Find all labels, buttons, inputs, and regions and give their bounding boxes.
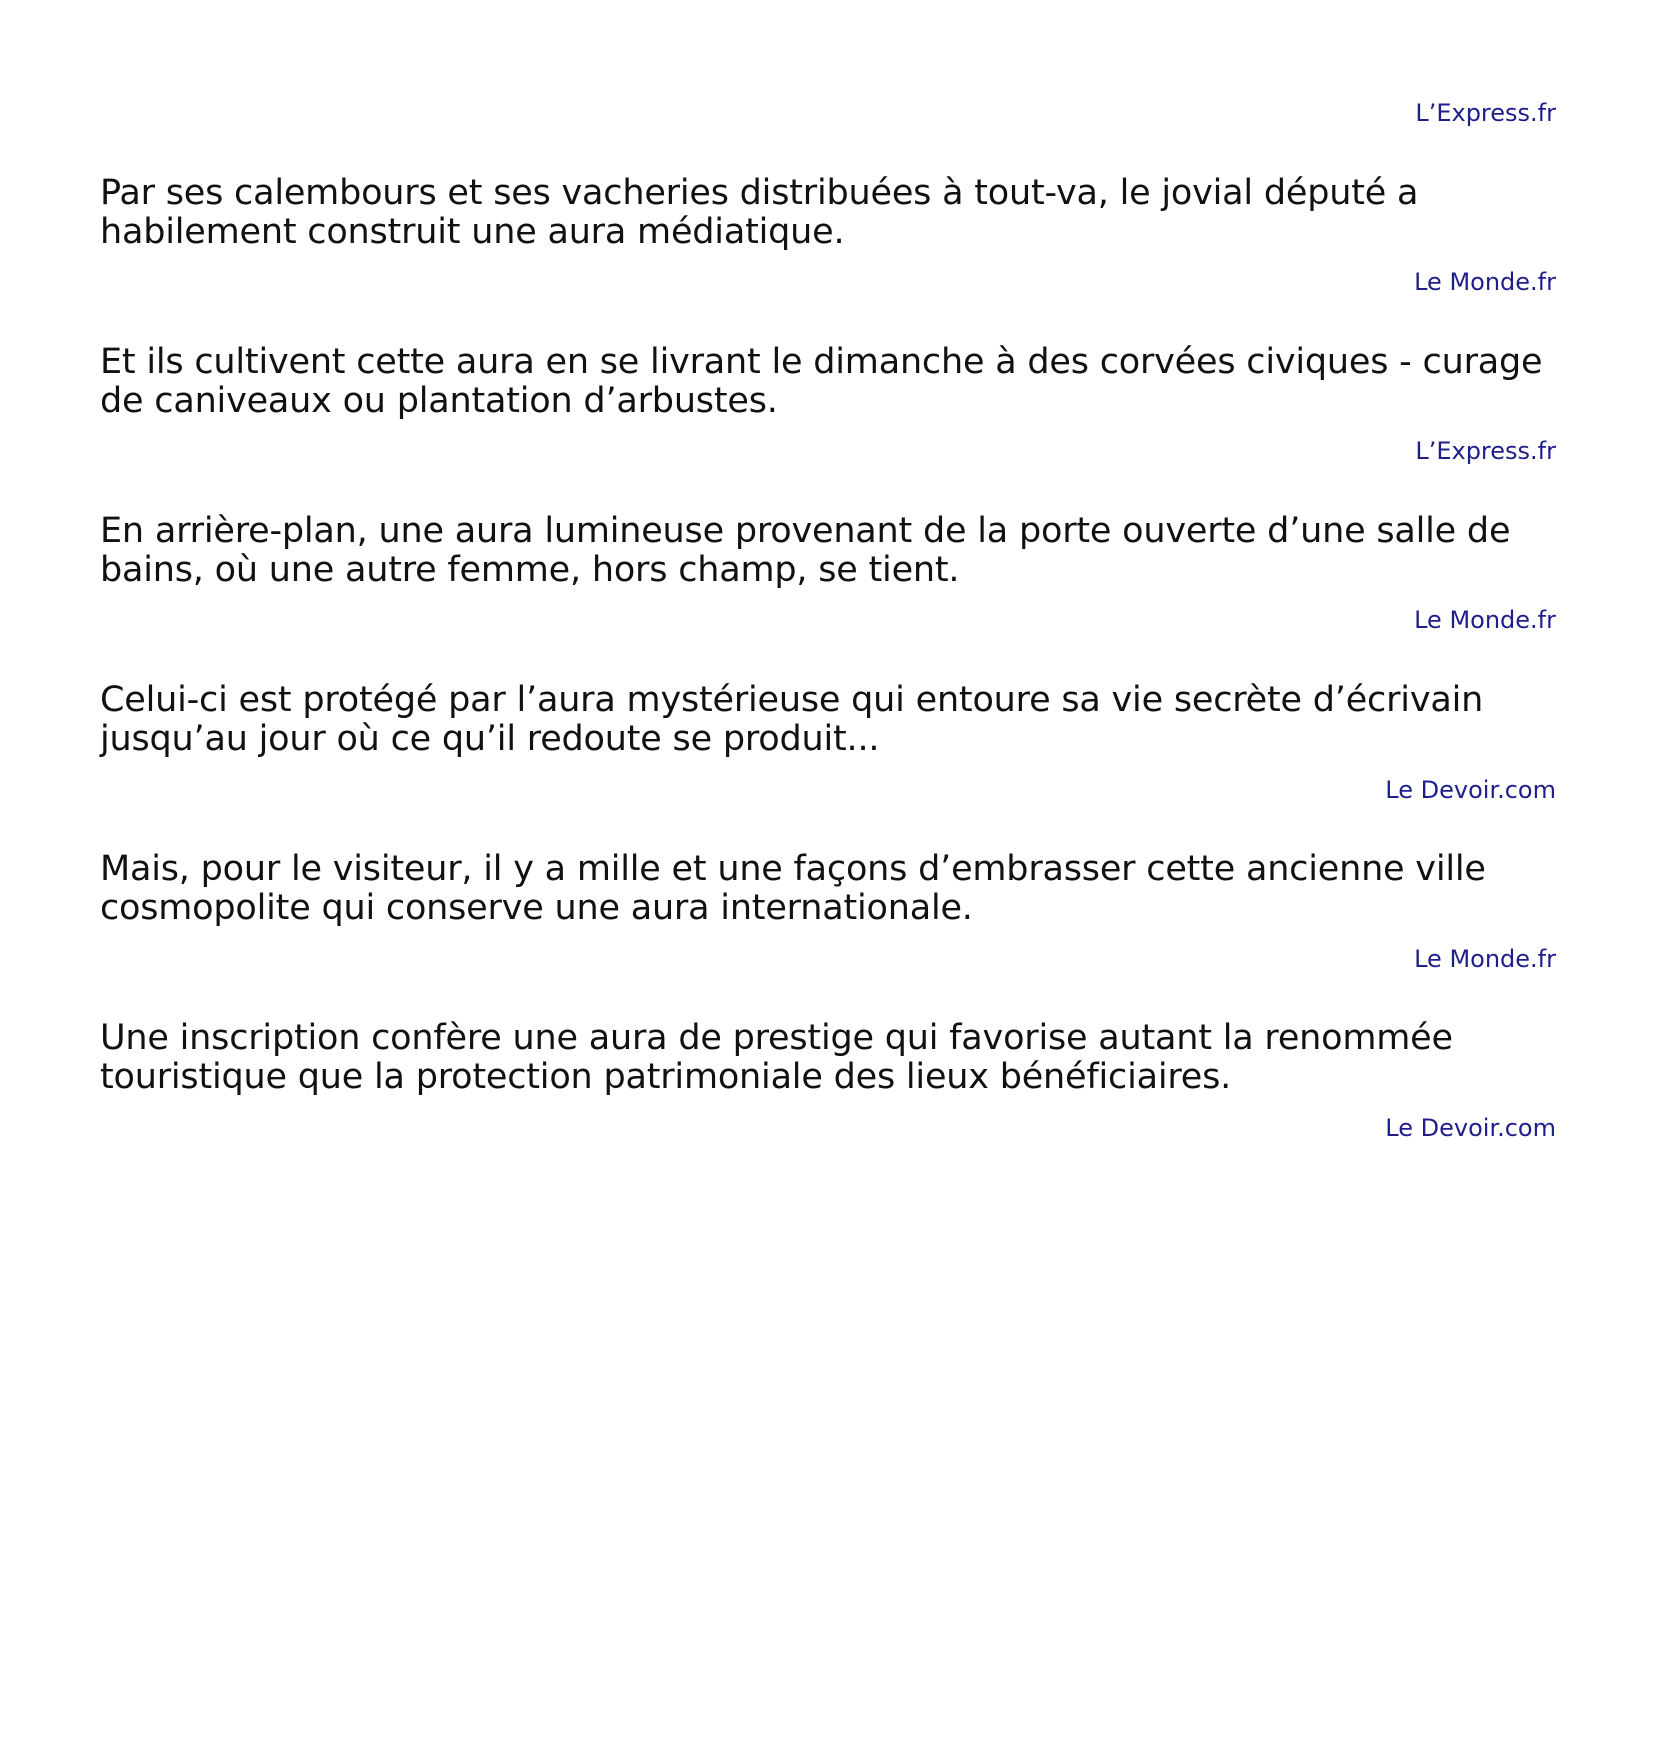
source-label: Le Monde.fr: [1414, 606, 1556, 634]
sentence-line: touristique que la protection patrimoniale des lieux bénéficiaires.: [100, 1057, 1232, 1097]
sentence-line: habilement construit une aura médiatique.: [100, 212, 845, 252]
source-label: Le Monde.fr: [1414, 268, 1556, 296]
example-sentence: [100, 512, 1570, 590]
sentence-line: jusqu’au jour où ce qu’il redoute se produit...: [100, 719, 880, 759]
sentence-line: bains, où une autre femme, hors champ, se tient.: [100, 550, 960, 590]
sentence-line: En arrière-plan, une aura lumineuse provenant de la porte ouverte d’une salle de: [100, 511, 1511, 551]
example-sentence: [100, 174, 1570, 252]
sentence-line: Une inscription confère une aura de prestige qui favorise autant la renommée: [100, 1018, 1453, 1058]
source-label: Le Devoir.com: [1385, 1114, 1556, 1142]
sentence-line: Celui-ci est protégé par l’aura mystérieuse qui entoure sa vie secrète d’écrivain: [100, 680, 1484, 720]
source-label: L’Express.fr: [1415, 437, 1556, 465]
sentence-line: cosmopolite qui conserve une aura internationale.: [100, 888, 973, 928]
source-label: L’Express.fr: [1415, 99, 1556, 127]
source-label: Le Monde.fr: [1414, 945, 1556, 973]
example-sentence: [100, 850, 1570, 928]
sentence-line: Par ses calembours et ses vacheries distribuées à tout-va, le jovial député a: [100, 173, 1419, 213]
example-sentence: [100, 681, 1570, 759]
example-sentence: [100, 1019, 1570, 1097]
sentence-line: Et ils cultivent cette aura en se livrant le dimanche à des corvées civiques - curage: [100, 342, 1543, 382]
example-sentence: [100, 343, 1570, 421]
sentence-line: Mais, pour le visiteur, il y a mille et une façons d’embrasser cette ancienne ville: [100, 849, 1486, 889]
sentence-line: de caniveaux ou plantation d’arbustes.: [100, 381, 778, 421]
source-label: Le Devoir.com: [1385, 776, 1556, 804]
